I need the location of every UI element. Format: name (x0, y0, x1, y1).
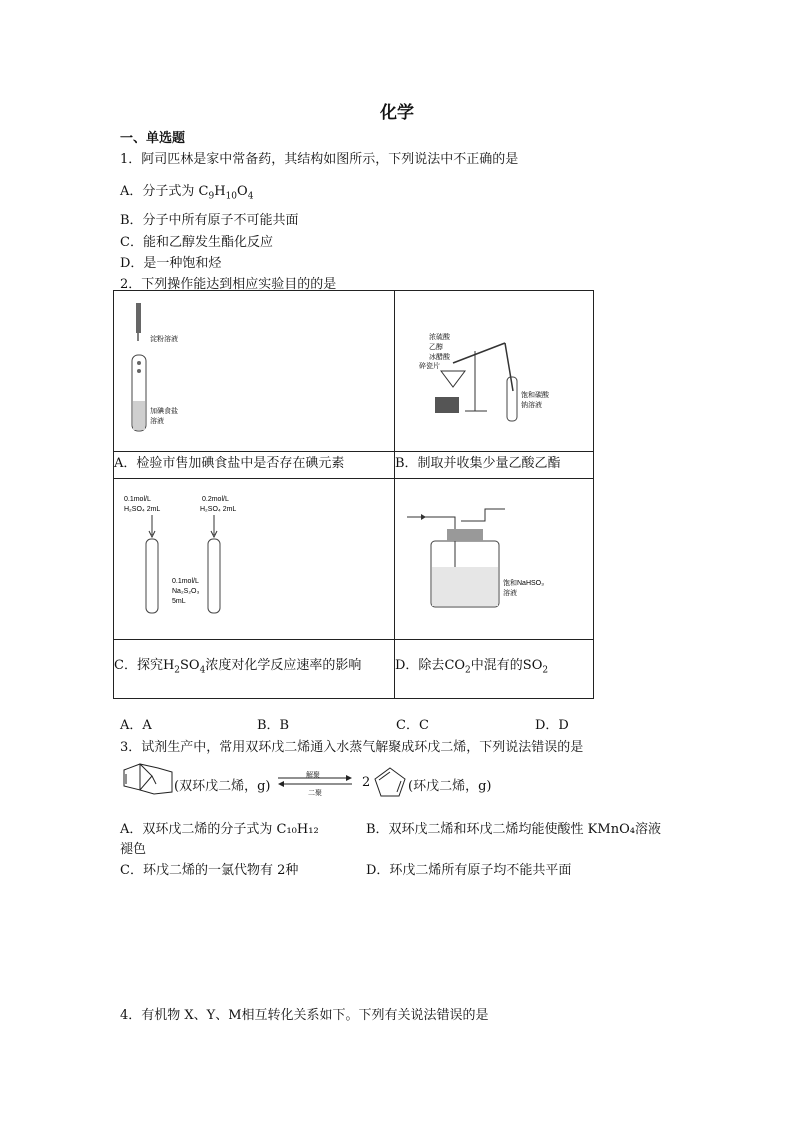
fig-b-label-5: 饱和碳酸 (521, 392, 549, 399)
fig-b-label-3: 冰醋酸 (429, 354, 450, 361)
cell-a-caption: A．检验市售加碘食盐中是否存在碘元素 (114, 452, 395, 479)
q1-a-prefix: A．分子式为 (120, 184, 199, 199)
q3-option-b-cont: 褪色 (120, 842, 147, 857)
c-caption-post: 浓度对化学反应速率的影响 (205, 658, 362, 673)
gas-bottle-figure (395, 479, 593, 635)
iodine-test-figure (114, 291, 394, 447)
q2-option-d: D．D (535, 718, 569, 733)
q3-option-d: D．环戊二烯所有原子均不能共平面 (366, 863, 572, 878)
formula-o: O (237, 184, 248, 199)
q2-stem: 2．下列操作能达到相应实验目的的是 (120, 277, 337, 292)
formula-h: H (214, 184, 226, 199)
d-caption-so-sub: 2 (542, 665, 549, 676)
q3-eq-cond: 解聚 (306, 771, 320, 779)
q1-stem: 1．阿司匹林是家中常备药，其结构如图所示，下列说法中不正确的是 (120, 152, 519, 167)
ester-apparatus-figure (395, 291, 593, 447)
fig-c-label-5: 0.1mol/L (172, 578, 199, 585)
fig-d-label-1: 饱和NaHSO₃ (503, 580, 544, 587)
formula-c-n: 9 (208, 191, 215, 202)
fig-c-label-2: H₂SO₄ 2mL (124, 506, 161, 513)
cell-a-figure (114, 291, 395, 452)
q1-option-a (120, 180, 253, 202)
cell-c-figure (114, 479, 395, 640)
formula-c: C (198, 184, 209, 199)
cell-d-figure (395, 479, 594, 640)
fig-b-label-1: 浓硫酸 (429, 334, 450, 341)
q3-option-a: A．双环戊二烯的分子式为 C₁₀H₁₂ (120, 822, 319, 837)
d-caption-co-sub: 2 (465, 665, 471, 676)
cyclopentadiene-structure (372, 766, 408, 798)
q3-eq-right: (环戊二烯，g) (408, 779, 492, 794)
experiment-table (113, 290, 594, 699)
rate-experiment-figure (114, 479, 394, 635)
cell-b-figure (395, 291, 594, 452)
c-caption-so: SO (180, 658, 200, 673)
d-caption-mid: 中混有的 (470, 658, 523, 673)
d-caption-co: CO (444, 658, 466, 673)
cell-b-caption: B．制取并收集少量乙酸乙酯 (395, 452, 594, 479)
equilibrium-arrow (276, 774, 356, 788)
c-caption-h: H (162, 658, 175, 673)
d-caption-so: SO (522, 658, 543, 673)
q2-option-b: B．B (257, 718, 290, 733)
page-title: 化学 (380, 103, 414, 123)
c-caption-sub1: 2 (174, 665, 181, 676)
d-caption-pre: D．除去 (395, 658, 445, 673)
fig-c-label-4: H₂SO₄ 2mL (200, 506, 237, 513)
fig-c-label-6: Na₂S₂O₃ (172, 588, 200, 595)
q2-option-a: A．A (120, 718, 152, 733)
fig-c-label-1: 0.1mol/L (124, 496, 151, 503)
q3-eq-left: (双环戊二烯，g) (174, 779, 271, 794)
q3-eq-cond2: 二聚 (308, 789, 322, 797)
formula-o-n: 4 (247, 191, 254, 202)
q1-option-d: D．是一种饱和烃 (120, 256, 222, 271)
fig-c-label-3: 0.2mol/L (202, 496, 229, 503)
q1-option-c: C．能和乙醇发生酯化反应 (120, 235, 273, 250)
formula-h-n: 10 (225, 191, 238, 202)
q1-option-b: B．分子中所有原子不可能共面 (120, 213, 299, 228)
cell-c-caption (114, 640, 395, 699)
q3-eq-coef: 2 (362, 775, 371, 790)
fig-b-label-2: 乙醇 (429, 344, 443, 351)
dicyclopentadiene-structure (118, 762, 178, 802)
fig-a-label-3: 溶液 (150, 418, 164, 425)
cell-d-caption (395, 640, 594, 699)
fig-b-label-4: 碎瓷片 (419, 363, 440, 370)
q4-stem: 4．有机物 X、Y、M相互转化关系如下。下列有关说法错误的是 (120, 1008, 489, 1023)
q3-option-b: B．双环戊二烯和环戊二烯均能使酸性 KMnO₄溶液 (366, 822, 661, 837)
fig-b-label-6: 钠溶液 (521, 402, 542, 409)
c-caption-pre: C．探究 (114, 658, 163, 673)
q3-stem: 3．试剂生产中，常用双环戊二烯通入水蒸气解聚成环戊二烯，下列说法错误的是 (120, 740, 584, 755)
fig-a-label-1: 淀粉溶液 (150, 336, 178, 343)
q3-option-c: C．环戊二烯的一氯代物有 2种 (120, 863, 299, 878)
c-caption-sub2: 4 (199, 665, 206, 676)
fig-d-label-2: 溶液 (503, 590, 517, 597)
q2-option-c: C．C (396, 718, 429, 733)
fig-a-label-2: 加碘食盐 (150, 408, 178, 415)
section-heading: 一、单选题 (120, 131, 186, 146)
fig-c-label-7: 5mL (172, 598, 186, 605)
